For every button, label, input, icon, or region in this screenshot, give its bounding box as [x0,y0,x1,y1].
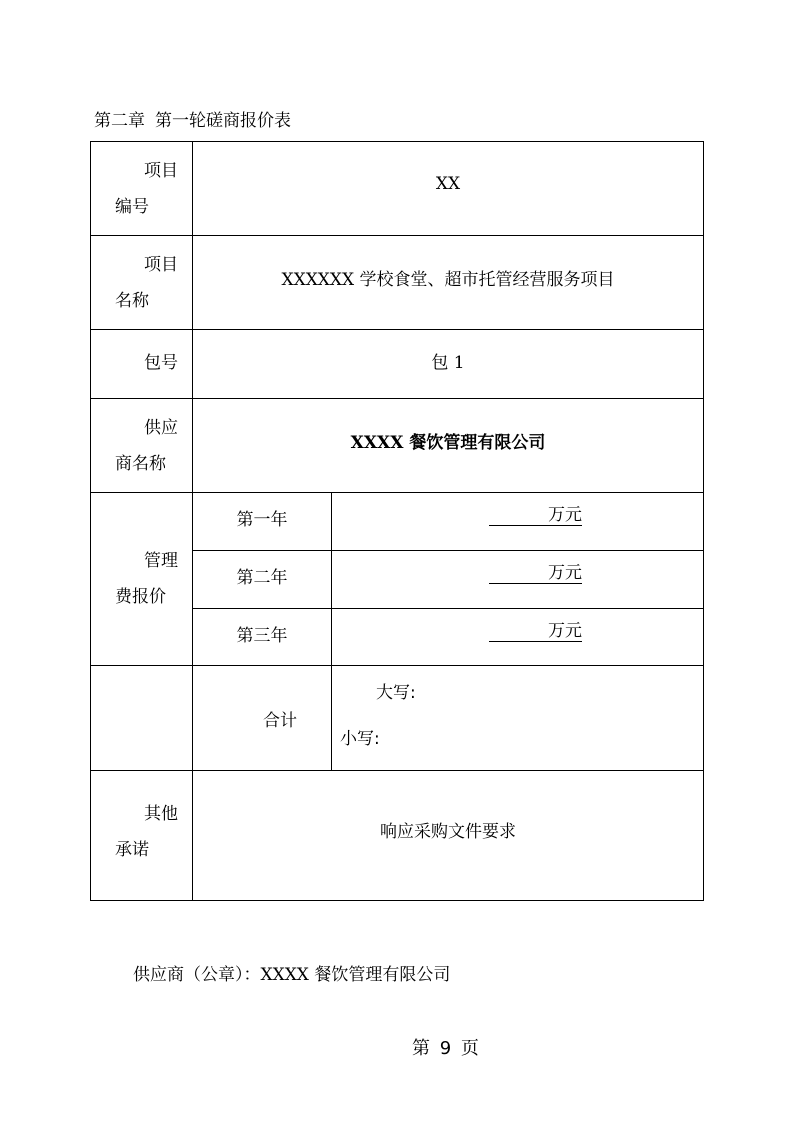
page-prefix: 第 [412,1038,430,1059]
supplier-name-label [91,399,193,493]
supplier-name-value: XXXX 餐饮管理有限公司 [193,399,704,493]
row-project-name [91,236,704,330]
other-commitments-label [91,771,193,901]
label-line2: 费报价 [115,587,166,607]
package-number-value: 包 1 [193,330,704,399]
page-suffix: 页 [460,1038,479,1059]
year-2-label: 第二年 [193,551,332,609]
year-3-label: 第三年 [193,609,332,666]
label-line1: 其他 [144,803,178,824]
total-lowercase-field[interactable]: 小写: [340,729,380,749]
year-1-amount-field[interactable] [332,493,704,551]
row-package-number [91,330,704,399]
total-empty-cell [91,666,193,771]
label-line2: 商名称 [115,453,166,474]
total-values [332,666,704,771]
year-3-amount-field[interactable] [332,609,704,666]
project-number-label [91,142,193,236]
total-label: 合计 [193,666,332,771]
chapter-title: 第二章 [94,111,145,131]
page-title [94,106,291,131]
row-supplier-name [91,399,704,493]
page-number [412,1034,479,1060]
year-1-unit: 万元 [489,505,582,526]
label-line1: 项目 [144,254,178,275]
label-line1: 项目 [144,160,178,181]
project-name-value: XXXXXX 学校食堂、超市托管经营服务项目 [193,236,704,330]
year-2-amount-field[interactable] [332,551,704,609]
label-line1: 供应 [144,417,178,438]
page-number-value: 9 [439,1038,452,1059]
project-number-value: XX [193,142,704,236]
signature-company: XXXX 餐饮管理有限公司 [260,965,451,985]
year-3-unit: 万元 [489,621,582,642]
signature-label: 供应商（公章）： [133,965,261,985]
label-line1: 管理 [144,551,178,571]
row-other-commitments [91,771,704,901]
other-commitments-value: 响应采购文件要求 [193,771,704,901]
label-line2: 编号 [115,196,149,217]
row-project-number [91,142,704,236]
row-fee-year-1 [91,493,704,551]
row-total [91,666,704,771]
total-uppercase-field[interactable]: 大写: [376,683,416,703]
section-title: 第一轮磋商报价表 [155,111,291,131]
project-name-label [91,236,193,330]
year-2-unit: 万元 [489,563,582,584]
management-fee-label [91,493,193,666]
supplier-signature [133,960,450,985]
quotation-table [90,141,704,901]
label-line2: 承诺 [115,839,149,860]
package-number-label: 包号 [91,330,193,399]
year-1-label: 第一年 [193,493,332,551]
label-line2: 名称 [115,290,149,311]
